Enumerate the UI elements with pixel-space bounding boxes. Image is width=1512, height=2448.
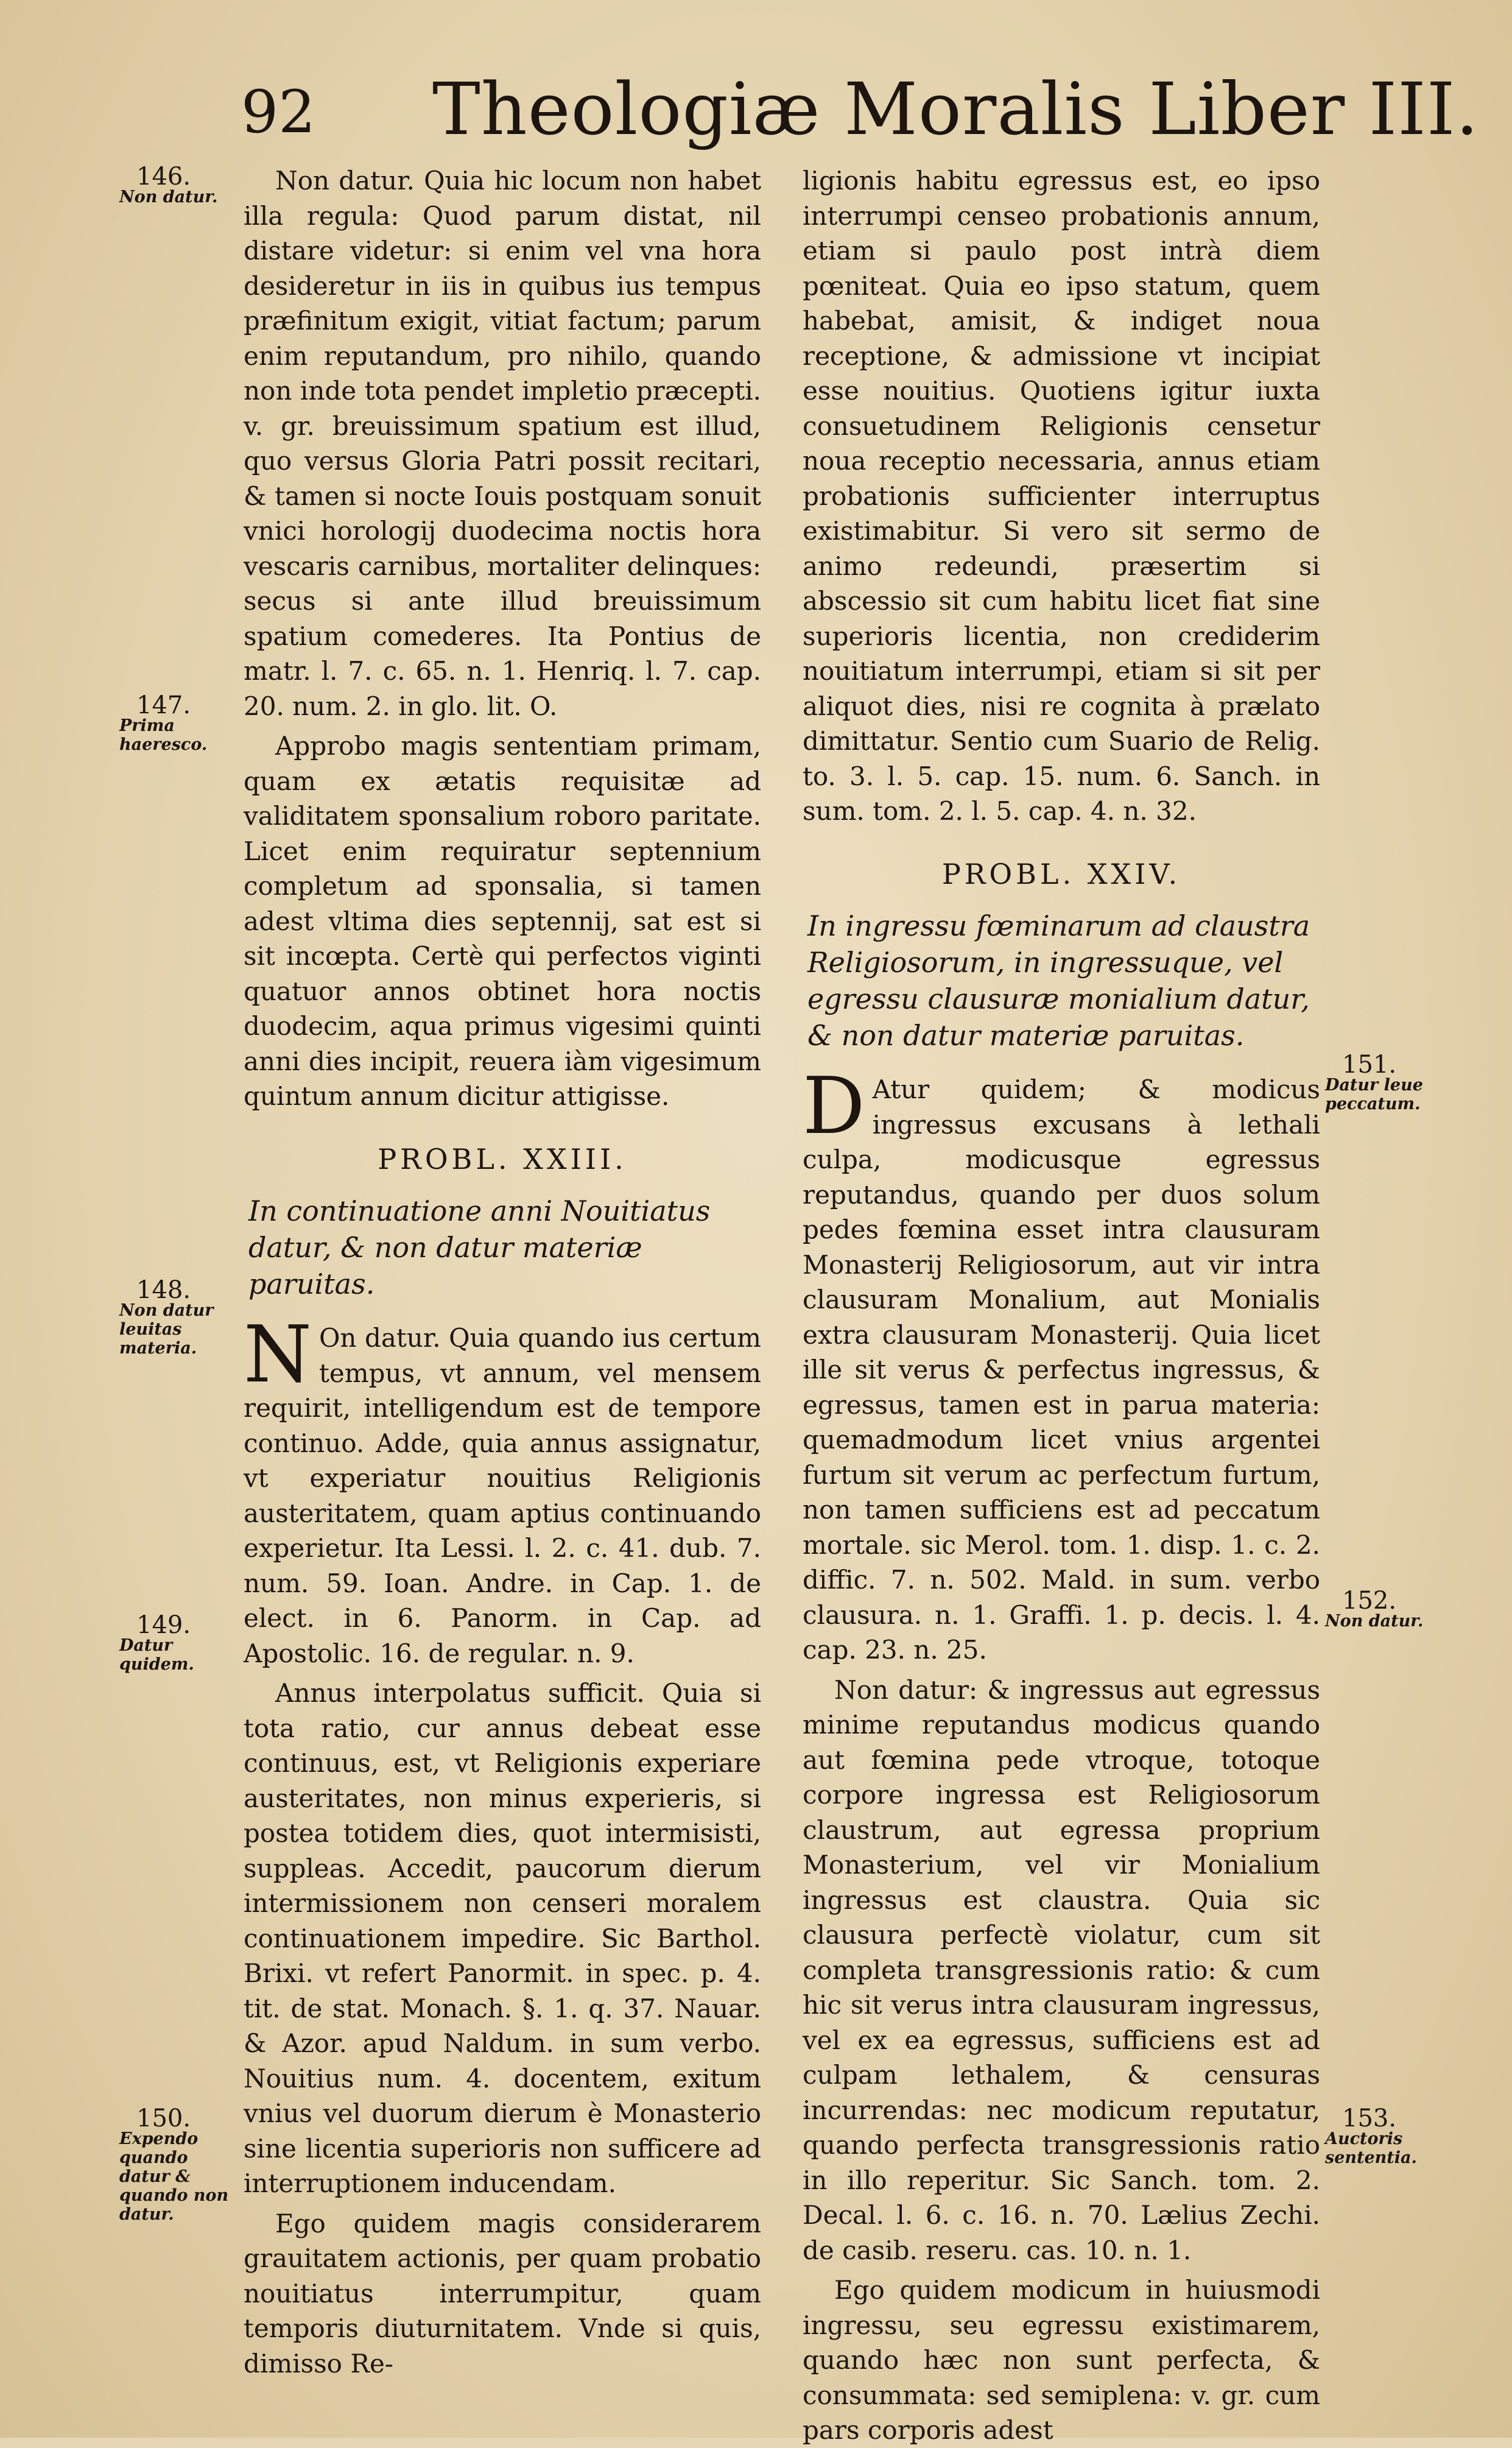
margin-number: 147. bbox=[136, 691, 191, 719]
margin-number: 149. bbox=[136, 1611, 191, 1639]
margin-gloss: Datur leue peccatum. bbox=[1325, 1076, 1423, 1113]
margin-number: 146. bbox=[136, 163, 191, 191]
margin-gloss: Expendo quando datur & quando non datur. bbox=[119, 2129, 229, 2224]
running-header bbox=[237, 67, 1479, 158]
drop-cap: D bbox=[803, 1061, 865, 1152]
paragraph-146: Non datur. Quia hic locum non habet illa regula: Quod parum distat, nil distare videtur: si enim vel vna hora desideretur in iis in quibus ius tempus præfinitum exigit, vitiat factum; parum enim reputandum, pro nihilo, quando non inde tota pendet impletio præcepti. v. gr. breuissimum spatium est illud, quo versus Gloria Patri possit recitari, & tamen si nocte Iouis postquam sonuit vnici horologij duodecima noctis hora vescaris carnibus, mortaliter delinques: secus si ante illud breuissimum spatium comederes. Ita Pontius de matr. l. 7. c. 65. n. 1. Henriq. l. 7. cap. 20. num. 2. in glo. lit. O. bbox=[244, 166, 761, 721]
margin-note-151 bbox=[1325, 1051, 1459, 1113]
margin-note-147 bbox=[119, 691, 241, 754]
paragraph-149: Annus interpolatus sufficit. Quia si tota ratio, cur annus debeat esse continuus, est, vt Religionis experiare austeritates, non minus experieris, si postea totidem dies, quot intermisisti, suppleas. Accedit, paucorum dierum intermissionem non censeri moralem continuationem impedire. Sic Barthol. Brixi. vt refert Panormit. in spec. p. 4. tit. de stat. Monach. §. 1. q. 37. Nauar. & Azor. apud Naldum. in sum verbo. Nouitius num. 4. docentem, exitum vnius vel duorum dierum è Monasterio sine licentia superioris non sufficere ad interruptionem inducendam. bbox=[244, 1678, 761, 2198]
left-text-column bbox=[244, 163, 761, 2379]
margin-note-150 bbox=[119, 2104, 241, 2224]
margin-note-153 bbox=[1325, 2104, 1459, 2167]
margin-gloss: Prima haeresco. bbox=[119, 716, 208, 754]
page-number: 92 bbox=[241, 78, 316, 146]
margin-gloss: Datur quidem. bbox=[119, 1636, 194, 1674]
paragraph-147: Approbo magis sententiam primam, quam ex ætatis requisitæ ad validitatem sponsalium roboro paritate. Licet enim requiratur septennium completum ad sponsalia, si tamen adest vltima dies septennij, sat est si sit incœpta. Certè qui perfectos viginti quatuor annos obtinet hora noctis duodecim, aqua primus vigesimi quinti anni dies incipit, reuera iàm vigesimum quintum annum dicitur attigisse. bbox=[244, 731, 761, 1111]
running-title: Theologiæ Moralis Liber III. bbox=[432, 67, 1479, 151]
margin-number: 152. bbox=[1342, 1587, 1397, 1615]
problem-title-23: In continuatione anni Nouitiatus datur, & non datur materiæ paruitas. bbox=[248, 1194, 711, 1300]
problem-heading-24: PROBL. XXIV. bbox=[941, 857, 1181, 891]
margin-number: 151. bbox=[1342, 1051, 1397, 1079]
paragraph-153: Ego quidem modicum in huiusmodi ingressu, seu egressu existimarem, quando hæc non sunt perfecta, & consummata: sed semiplena: v. gr. cum pars corporis adest bbox=[803, 2275, 1320, 2445]
margin-gloss: Non datur leuitas materia. bbox=[119, 1301, 214, 1358]
paragraph-151-text: Atur quidem; & modicus ingressus excusans à lethali culpa, modicusque egressus reputandus, quando per duos solum pedes fœmina esset intra clausuram Monasterij Religiosorum, aut vir intra clausuram Monalium, aut Monialis extra clausuram Monasterij. Quia licet ille sit verus & perfectus ingressus, & egressus, tamen est in parua materia: quemadmodum licet vnius argentei furtum sit verum ac perfectum furtum, non tamen sufficiens est ad peccatum mortale. sic Merol. tom. 1. disp. 1. c. 2. diffic. 7. n. 502. Mald. in sum. verbo clausura. n. 1. Graffi. 1. p. decis. l. 4. cap. 23. n. 25. bbox=[803, 1074, 1320, 1665]
margin-gloss: Auctoris sententia. bbox=[1325, 2129, 1417, 2167]
paragraph-148-text: On datur. Quia quando ius certum tempus, vt annum, vel mensem requirit, intelligendum est de tempore continuo. Adde, quia annus assignatur, vt experiatur nouitius Religionis austeritatem, quam aptius continuando experietur. Ita Lessi. l. 2. c. 41. dub. 7. num. 59. Ioan. Andre. in Cap. 1. de elect. in 6. Panorm. in Cap. ad Apostolic. 16. de regular. n. 9. bbox=[244, 1323, 761, 1668]
problem-title-24: In ingressu fœminarum ad claustra Religiosorum, in ingressuque, vel egressu clausuræ monialium datur, & non datur materiæ paruitas. bbox=[807, 909, 1310, 1052]
margin-number: 150. bbox=[136, 2104, 191, 2132]
margin-gloss: Non datur. bbox=[119, 188, 218, 206]
paragraph-148 bbox=[244, 1310, 761, 1671]
margin-note-148 bbox=[119, 1276, 241, 1358]
margin-number: 153. bbox=[1342, 2104, 1397, 2132]
paragraph-150-continued: ligionis habitu egressus est, eo ipso interrumpi censeo probationis annum, etiam si paulo post intrà diem pœniteat. Quia eo ipso statum, quem habebat, amisit, & indiget noua receptione, & admissione vt incipiat esse nouitius. Quotiens igitur iuxta consuetudinem Religionis censetur noua receptio necessaria, annus etiam probationis sufficienter interruptus existimabitur. Si vero sit sermo de animo redeundi, præsertim si abscessio sit cum habitu licet fiat sine superioris licentia, non crediderim nouitiatum interrumpi, etiam si sit per aliquot dies, nisi re cognita à prælato dimittatur. Sentio cum Suario de Relig. to. 3. l. 5. cap. 15. num. 6. Sanch. in sum. tom. 2. l. 5. cap. 4. n. 32. bbox=[803, 166, 1320, 826]
right-text-column bbox=[803, 163, 1320, 2445]
margin-note-146 bbox=[119, 163, 241, 206]
paragraph-151 bbox=[803, 1061, 1320, 1668]
margin-gloss: Non datur. bbox=[1325, 1612, 1424, 1631]
paragraph-150: Ego quidem magis considerarem grauitatem actionis, per quam probatio nouitiatus interrumpitur, quam temporis diuturnitatem. Vnde si quis, dimisso Re- bbox=[244, 2208, 761, 2379]
drop-cap: N bbox=[244, 1310, 312, 1400]
margin-number: 148. bbox=[136, 1276, 191, 1304]
margin-note-149 bbox=[119, 1611, 241, 1674]
paragraph-152: Non datur: & ingressus aut egressus minime reputandus modicus quando aut fœmina pede vtroque, totoque corpore ingressa est Religiosorum claustrum, aut egressa proprium Monasterium, vel vir Monialium ingressus est claustra. Quia sic clausura perfectè violatur, cum sit completa transgressionis ratio: & cum hic sit verus intra clausuram ingressus, vel ex ea egressus, sufficiens est ad culpam lethalem, & censuras incurrendas: nec modicum reputatur, quando perfecta transgressionis ratio in illo reperitur. Sic Sanch. tom. 2. Decal. l. 6. c. 16. n. 70. Lælius Zechi. de casib. reseru. cas. 10. n. 1. bbox=[803, 1674, 1320, 2265]
problem-heading-23: PROBL. XXIII. bbox=[378, 1142, 627, 1176]
margin-note-152 bbox=[1325, 1587, 1459, 1631]
